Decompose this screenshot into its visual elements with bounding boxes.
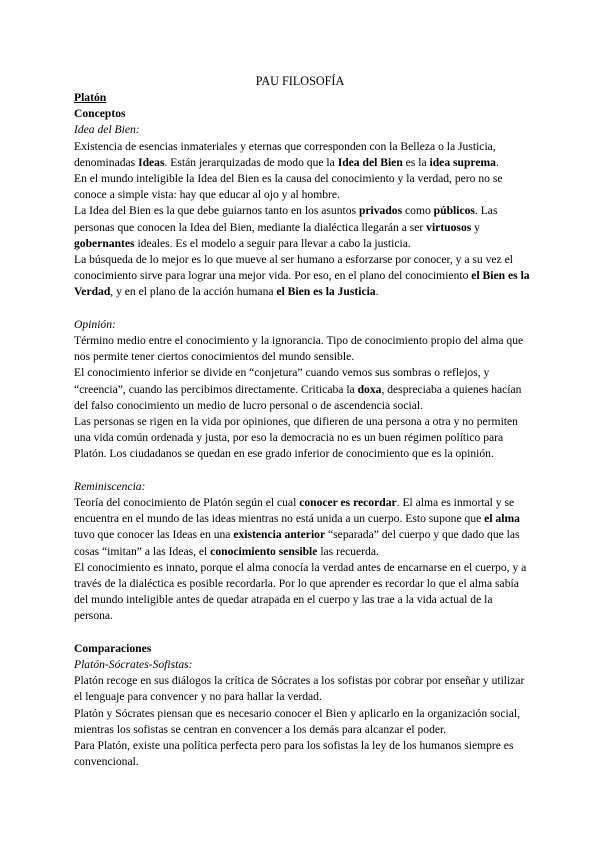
- text-run: La búsqueda de lo mejor es lo que mueve al ser humano a esforzarse por conocer, y a su vez el conocimiento sirve para lograr una mejor vida. Por eso, en el plano del conocimiento: [74, 253, 513, 283]
- bold-run: existencia anterior: [233, 528, 326, 542]
- text-run: las recuerda.: [317, 544, 379, 558]
- text-run: , despreciaba a quienes hacían del falso conocimiento un medio de lucro personal o de ascendencia social.: [74, 382, 522, 412]
- section-heading-conceptos: Conceptos: [74, 107, 126, 121]
- text-run: .: [495, 155, 499, 169]
- bold-run: gobernantes: [74, 236, 135, 250]
- text-run: La Idea del Bien es la que debe guiarnos tanto en los asuntos: [74, 204, 359, 218]
- text-run: El conocimiento es innato, porque el alma conocía la verdad antes de encarnarse en el cuerpo, y a través de la dialéctica es posible recordarla. Por lo que aprender es recordar lo que el alma sabía del mundo inteligible antes de quedar atrapada en el cuerpo y las trae a la vida actual de la persona.: [74, 560, 527, 623]
- paragraph: [74, 365, 534, 414]
- text-run: tuvo que conocer las Ideas en una: [74, 528, 234, 542]
- text-run: .: [375, 285, 379, 299]
- text-run: “separada” del cuerpo y que dado que las cosas “imitan” a las Ideas, el: [74, 528, 520, 558]
- subtitle-reminiscencia: Reminiscencia:: [74, 479, 146, 493]
- bold-run: el Bien es la Justicia: [276, 285, 376, 299]
- text-run: Platón recoge en sus diálogos la crítica de Sócrates a los sofistas por cobrar por enseñar y utilizar el lenguaje para convencer y no para hallar la verdad.: [74, 674, 525, 704]
- paragraph: [74, 203, 534, 252]
- text-run: En el mundo inteligible la Idea del Bien es la causa del conocimiento y la verdad, pero no se conoce a simple vista: hay que educar al ojo y al hombre.: [74, 172, 503, 202]
- bold-run: doxa: [357, 382, 382, 396]
- author-heading: Platón: [74, 91, 107, 104]
- spacer: [74, 625, 534, 641]
- text-run: y: [471, 220, 480, 234]
- text-run: Para Platón, existe una política perfecta pero para los sofistas la ley de los humanos siempre es convencional.: [74, 739, 514, 769]
- paragraph: [74, 706, 534, 738]
- document-title: PAU FILOSOFÍA: [255, 74, 345, 88]
- bold-run: el alma: [484, 512, 520, 526]
- subtitle-platon-socrates-sofistas: Platón-Sócrates-Sofistas:: [74, 658, 193, 672]
- subtitle-idea-bien: Idea del Bien:: [74, 123, 140, 137]
- paragraph: [74, 333, 534, 365]
- text-run: . Las personas que conocen la Idea del Bien, mediante la dialéctica llegarán a ser: [74, 204, 498, 234]
- text-run: Existencia de esencias inmateriales y eternas que corresponden con la Belleza o la Justicia, denominadas: [74, 139, 496, 169]
- paragraph: [74, 171, 534, 203]
- paragraph: [74, 414, 534, 463]
- spacer: [74, 463, 534, 479]
- bold-run: el Bien es la Verdad: [74, 269, 530, 299]
- bold-run: conocer es recordar: [299, 496, 397, 510]
- bold-run: Idea del Bien: [337, 155, 403, 169]
- spacer: [74, 301, 534, 317]
- text-run: Término medio entre el conocimiento y la ignorancia. Tipo de conocimiento propio del alma que nos permite tener ciertos conocimientos del mundo sensible.: [74, 334, 524, 364]
- text-run: Las personas se rigen en la vida por opiniones, que difieren de una persona a otra y no permiten una vida común ordenada y justa, por eso la democracia no es un buen régimen político para Platón. Los ciudadanos se quedan en ese grado inferior de conocimiento que es la opinión.: [74, 415, 518, 461]
- text-run: El conocimiento inferior se divide en “conjetura” cuando vemos sus sombras o reflejos, y “creencia”, cuando las percibimos directamente. Criticaba la: [74, 366, 490, 396]
- bold-run: privados: [358, 204, 403, 218]
- text-run: . El alma es inmortal y se encuentra en el mundo de las ideas mientras no está unida a un cuerpo. Esto supone que: [74, 496, 515, 526]
- paragraph: [74, 252, 534, 301]
- bold-run: públicos: [433, 204, 475, 218]
- paragraph: [74, 495, 534, 560]
- text-run: , y en el plano de la acción humana: [110, 285, 277, 299]
- bold-run: Ideas: [138, 155, 165, 169]
- bold-run: idea suprema: [429, 155, 496, 169]
- paragraph: [74, 560, 534, 625]
- text-run: como: [402, 204, 434, 218]
- text-run: es la: [402, 155, 430, 169]
- paragraph: [74, 673, 534, 705]
- text-run: Teoría del conocimiento de Platón según el cual: [74, 496, 300, 510]
- subtitle-opinion: Opinión:: [74, 317, 116, 331]
- paragraph: [74, 738, 534, 770]
- section-heading-comparaciones: Comparaciones: [74, 641, 152, 655]
- text-run: ideales. Es el modelo a seguir para llevar a cabo la justicia.: [134, 236, 411, 250]
- text-run: . Están jerarquizadas de modo que la: [164, 155, 338, 169]
- document-body: [74, 90, 534, 770]
- text-run: Platón y Sócrates piensan que es necesario conocer el Bien y aplicarlo en la organización social, mientras los sofistas se centran en convencer a los demás para alcanzar el poder.: [74, 706, 520, 736]
- bold-run: conocimiento sensible: [210, 544, 318, 558]
- bold-run: virtuosos: [426, 220, 472, 234]
- paragraph: [74, 139, 534, 171]
